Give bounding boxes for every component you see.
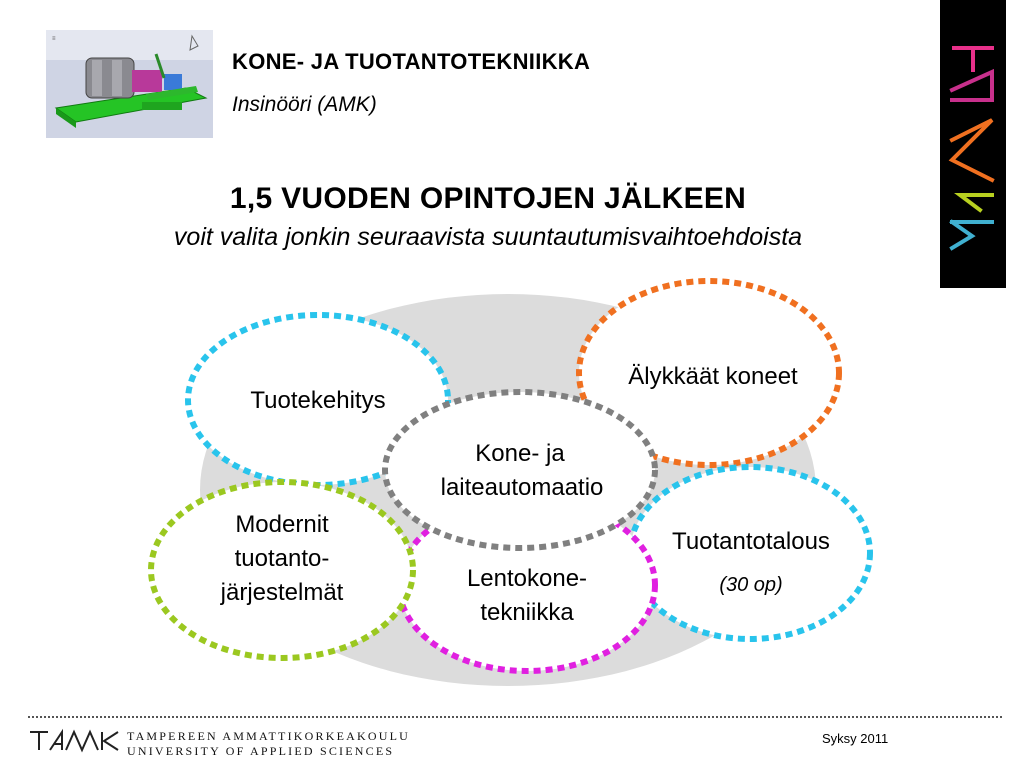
- node-label: Kone- ja: [475, 440, 565, 467]
- node-label: Älykkäät koneet: [628, 363, 798, 390]
- node-modernit-tuotantojarjestelmat: [151, 482, 413, 658]
- org-name: TAMPEREEN AMMATTIKORKEAKOULU: [127, 729, 410, 743]
- node-label: Lentokone-: [466, 565, 588, 592]
- node-label: Modernit: [235, 511, 329, 538]
- node-label: tuotanto-: [234, 545, 330, 572]
- program-title: KONE- JA TUOTANTOTEKNIIKKA: [232, 49, 591, 74]
- degree-subtitle: Insinööri (AMK): [232, 93, 377, 116]
- main-subtitle: voit valita jonkin seuraavista suuntautumisvaihtoehdoista: [173, 223, 803, 251]
- credits-note: (30 op): [719, 574, 783, 596]
- date-label: Syksy 2011: [822, 731, 889, 746]
- node-label: Tuotekehitys: [250, 387, 386, 414]
- node-label: laiteautomaatio: [440, 474, 604, 501]
- org-name-english: UNIVERSITY OF APPLIED SCIENCES: [127, 744, 395, 758]
- tamk-logo: [28, 726, 120, 759]
- node-tuotantotalous: [630, 467, 870, 639]
- node-kone-ja-laiteautomaatio: [385, 392, 655, 548]
- node-label: järjestelmät: [220, 579, 344, 606]
- svg-text:≡: ≡: [52, 36, 56, 42]
- node-label: tekniikka: [480, 599, 574, 626]
- footer-divider: [28, 716, 1002, 718]
- node-label: Tuotantotalous: [672, 528, 830, 555]
- main-title: 1,5 VUODEN OPINTOJEN JÄLKEEN: [229, 182, 747, 215]
